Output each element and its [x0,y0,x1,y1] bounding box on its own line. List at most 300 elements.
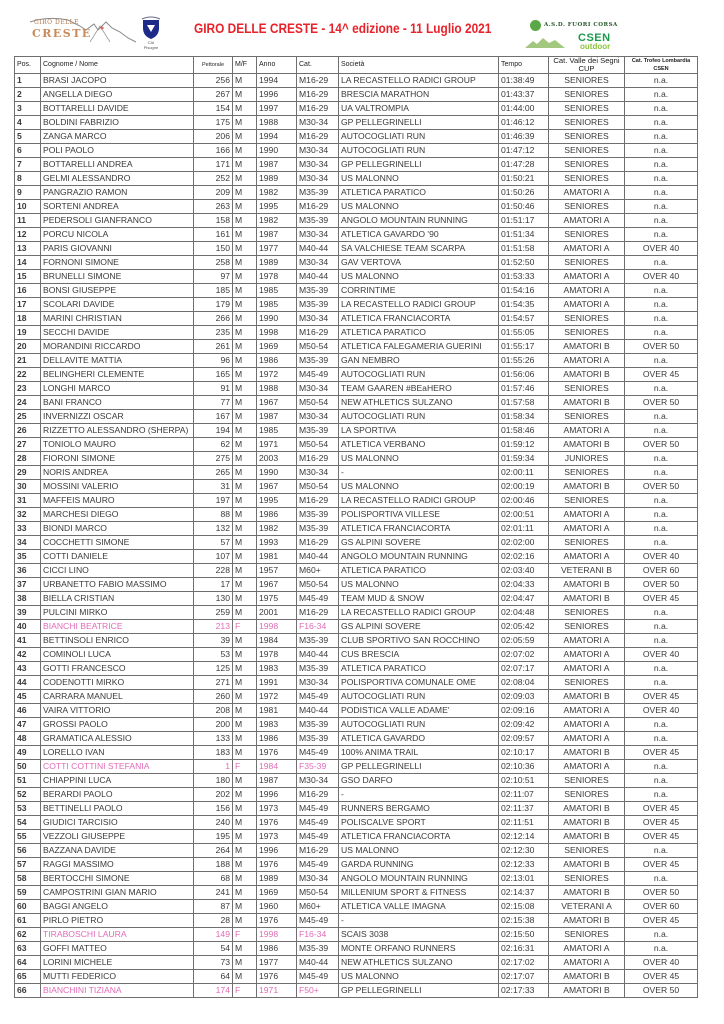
bib-cell: 261 [194,340,233,354]
name-cell: BONSI GIUSEPPE [41,284,194,298]
time-cell: 02:12:30 [499,844,549,858]
trofeo-category-cell: n.a. [625,536,698,550]
valle-category-cell: AMATORI B [549,746,625,760]
trofeo-category-cell: n.a. [625,186,698,200]
pos-cell: 16 [15,284,41,298]
table-row [15,466,698,480]
results-body [15,74,698,998]
name-cell: PULCINI MIRKO [41,606,194,620]
bib-cell: 209 [194,186,233,200]
bib-cell: 68 [194,872,233,886]
sex-cell: M [233,578,257,592]
trofeo-category-cell: n.a. [625,732,698,746]
trofeo-category-cell: n.a. [625,942,698,956]
table-row [15,564,698,578]
valle-category-cell: SENIORES [549,774,625,788]
pos-cell: 28 [15,452,41,466]
pos-cell: 66 [15,984,41,998]
club-cell: GAV VERTOVA [339,256,499,270]
bib-cell: 154 [194,102,233,116]
bib-cell: 259 [194,606,233,620]
name-cell: ANGELLA DIEGO [41,88,194,102]
name-cell: BETTINELLI PAOLO [41,802,194,816]
table-row [15,508,698,522]
col-header-pos: Pos. [15,57,41,74]
name-cell: CARRARA MANUEL [41,690,194,704]
club-cell: POLISCALVE SPORT [339,816,499,830]
table-row [15,802,698,816]
bib-cell: 175 [194,116,233,130]
pos-cell: 36 [15,564,41,578]
table-row [15,102,698,116]
name-cell: FORNONI SIMONE [41,256,194,270]
pos-cell: 64 [15,956,41,970]
category-cell: M16-29 [297,452,339,466]
trofeo-category-cell: n.a. [625,102,698,116]
club-cell: POLISPORTIVA COMUNALE OME [339,676,499,690]
category-cell: M50-54 [297,340,339,354]
year-cell: 2001 [257,606,297,620]
pos-cell: 12 [15,228,41,242]
valle-dei-segni-logo [525,36,565,48]
pos-cell: 52 [15,788,41,802]
valle-category-cell: SENIORES [549,312,625,326]
club-cell: ANGOLO MOUNTAIN RUNNING [339,872,499,886]
category-cell: M30-34 [297,774,339,788]
name-cell: PEDERSOLI GIANFRANCO [41,214,194,228]
name-cell: BIONDI MARCO [41,522,194,536]
name-cell: TONIOLO MAURO [41,438,194,452]
time-cell: 01:52:50 [499,256,549,270]
table-row [15,886,698,900]
bib-cell: 235 [194,326,233,340]
valle-category-cell: AMATORI B [549,438,625,452]
sex-cell: M [233,494,257,508]
name-cell: CAMPOSTRINI GIAN MARIO [41,886,194,900]
table-row [15,746,698,760]
club-cell: GP PELLEGRINELLI [339,116,499,130]
category-cell: M35-39 [297,354,339,368]
category-cell: M40-44 [297,550,339,564]
table-row [15,942,698,956]
time-cell: 02:00:11 [499,466,549,480]
valle-category-cell: AMATORI A [549,242,625,256]
valle-category-cell: AMATORI B [549,690,625,704]
time-cell: 02:11:37 [499,802,549,816]
trofeo-category-cell: n.a. [625,760,698,774]
pos-cell: 45 [15,690,41,704]
category-cell: M16-29 [297,788,339,802]
year-cell: 1973 [257,830,297,844]
club-cell: AUTOCOGLIATI RUN [339,690,499,704]
trofeo-category-cell: n.a. [625,788,698,802]
club-cell: GP PELLEGRINELLI [339,984,499,998]
valle-category-cell: AMATORI B [549,578,625,592]
club-cell: CLUB SPORTIVO SAN ROCCHINO [339,634,499,648]
category-cell: M30-34 [297,410,339,424]
table-row [15,872,698,886]
trofeo-category-cell: n.a. [625,606,698,620]
club-cell: GP PELLEGRINELLI [339,760,499,774]
table-row [15,676,698,690]
table-row [15,718,698,732]
year-cell: 1967 [257,480,297,494]
valle-category-cell: SENIORES [549,326,625,340]
table-row [15,368,698,382]
time-cell: 02:17:02 [499,956,549,970]
table-row [15,158,698,172]
name-cell: BAZZANA DAVIDE [41,844,194,858]
pos-cell: 9 [15,186,41,200]
club-cell: US MALONNO [339,970,499,984]
col-header-year: Anno [257,57,297,74]
trofeo-category-cell: n.a. [625,214,698,228]
name-cell: SECCHI DAVIDE [41,326,194,340]
sex-cell: M [233,144,257,158]
valle-category-cell: AMATORI A [549,718,625,732]
pos-cell: 54 [15,816,41,830]
year-cell: 1983 [257,662,297,676]
valle-category-cell: AMATORI A [549,284,625,298]
pos-cell: 57 [15,858,41,872]
cai-shield-icon [140,16,162,40]
club-cell: ATLETICA GAVARDO '90 [339,228,499,242]
club-cell: AUTOCOGLIATI RUN [339,410,499,424]
year-cell: 2003 [257,452,297,466]
bib-cell: 174 [194,984,233,998]
sex-cell: M [233,592,257,606]
name-cell: GRAMATICA ALESSIO [41,732,194,746]
club-cell: US MALONNO [339,172,499,186]
category-cell: M50-54 [297,480,339,494]
club-cell: POLISPORTIVA VILLESE [339,508,499,522]
category-cell: F16-34 [297,620,339,634]
year-cell: 1997 [257,102,297,116]
name-cell: MORANDINI RICCARDO [41,340,194,354]
pos-cell: 13 [15,242,41,256]
pos-cell: 47 [15,718,41,732]
bib-cell: 73 [194,956,233,970]
trofeo-category-cell: n.a. [625,116,698,130]
table-row [15,186,698,200]
bib-cell: 202 [194,788,233,802]
col-header-name: Cognome / Nome [41,57,194,74]
year-cell: 1984 [257,634,297,648]
table-row [15,88,698,102]
bib-cell: 252 [194,172,233,186]
bib-cell: 107 [194,550,233,564]
table-row [15,130,698,144]
pos-cell: 5 [15,130,41,144]
valle-category-cell: SENIORES [549,116,625,130]
trofeo-category-cell: n.a. [625,662,698,676]
time-cell: 01:47:12 [499,144,549,158]
category-cell: F50+ [297,984,339,998]
category-cell: M35-39 [297,942,339,956]
table-row [15,284,698,298]
club-cell: ATLETICA FRANCIACORTA [339,312,499,326]
pos-cell: 58 [15,872,41,886]
table-row [15,900,698,914]
sex-cell: M [233,970,257,984]
sex-cell: M [233,550,257,564]
time-cell: 01:46:39 [499,130,549,144]
name-cell: CHIAPPINI LUCA [41,774,194,788]
club-cell: ANGOLO MOUNTAIN RUNNING [339,214,499,228]
year-cell: 1982 [257,214,297,228]
time-cell: 02:04:47 [499,592,549,606]
time-cell: 02:08:04 [499,676,549,690]
time-cell: 02:05:59 [499,634,549,648]
club-cell: - [339,466,499,480]
trofeo-category-cell: n.a. [625,508,698,522]
name-cell: MOSSINI VALERIO [41,480,194,494]
year-cell: 1988 [257,382,297,396]
category-cell: M35-39 [297,732,339,746]
category-cell: M45-49 [297,690,339,704]
trofeo-category-cell: n.a. [625,718,698,732]
time-cell: 01:44:00 [499,102,549,116]
year-cell: 1995 [257,494,297,508]
bib-cell: 87 [194,900,233,914]
sex-cell: M [233,298,257,312]
sex-cell: M [233,914,257,928]
valle-category-cell: SENIORES [549,788,625,802]
sex-cell: M [233,116,257,130]
bib-cell: 194 [194,424,233,438]
table-row [15,928,698,942]
pos-cell: 1 [15,74,41,88]
club-cell: US MALONNO [339,200,499,214]
club-cell: AUTOCOGLIATI RUN [339,130,499,144]
sex-cell: M [233,956,257,970]
valle-category-cell: AMATORI A [549,298,625,312]
sex-cell: M [233,340,257,354]
sex-cell: M [233,242,257,256]
category-cell: M16-29 [297,74,339,88]
pos-cell: 35 [15,550,41,564]
time-cell: 02:15:38 [499,914,549,928]
trofeo-category-cell: OVER 40 [625,550,698,564]
time-cell: 02:11:51 [499,816,549,830]
sex-cell: M [233,452,257,466]
bib-cell: 77 [194,396,233,410]
bib-cell: 264 [194,844,233,858]
name-cell: BRASI JACOPO [41,74,194,88]
sex-cell: M [233,942,257,956]
year-cell: 1985 [257,298,297,312]
trofeo-category-cell: OVER 45 [625,914,698,928]
pos-cell: 56 [15,844,41,858]
category-cell: M16-29 [297,200,339,214]
name-cell: PARIS GIOVANNI [41,242,194,256]
col-header-sex: M/F [233,57,257,74]
club-cell: ATLETICA PARATICO [339,326,499,340]
trofeo-category-cell: n.a. [625,410,698,424]
name-cell: POLI PAOLO [41,144,194,158]
trofeo-category-cell: OVER 40 [625,242,698,256]
table-row [15,256,698,270]
club-cell: MILLENIUM SPORT & FITNESS [339,886,499,900]
sex-cell: M [233,662,257,676]
valle-category-cell: AMATORI B [549,914,625,928]
valle-category-cell: SENIORES [549,256,625,270]
bib-cell: 161 [194,228,233,242]
bib-cell: 62 [194,438,233,452]
year-cell: 1991 [257,676,297,690]
valle-category-cell: VETERANI B [549,564,625,578]
name-cell: BERARDI PAOLO [41,788,194,802]
time-cell: 02:02:00 [499,536,549,550]
pos-cell: 7 [15,158,41,172]
sex-cell: M [233,354,257,368]
sex-cell: M [233,830,257,844]
time-cell: 02:00:46 [499,494,549,508]
name-cell: GROSSI PAOLO [41,718,194,732]
year-cell: 1978 [257,270,297,284]
time-cell: 02:16:31 [499,942,549,956]
fuori-corsa-logo [530,20,620,32]
time-cell: 01:50:26 [499,186,549,200]
valle-category-cell: AMATORI A [549,354,625,368]
time-cell: 02:12:33 [499,858,549,872]
bib-cell: 88 [194,508,233,522]
pos-cell: 21 [15,354,41,368]
col-header-club: Società [339,57,499,74]
category-cell: M30-34 [297,256,339,270]
club-cell: ATLETICA GAVARDO [339,732,499,746]
year-cell: 1998 [257,326,297,340]
pos-cell: 40 [15,620,41,634]
table-row [15,382,698,396]
category-cell: M16-29 [297,326,339,340]
category-cell: M30-34 [297,172,339,186]
valle-category-cell: VETERANI A [549,900,625,914]
bib-cell: 197 [194,494,233,508]
category-cell: M40-44 [297,648,339,662]
sex-cell: F [233,760,257,774]
name-cell: COCCHETTI SIMONE [41,536,194,550]
valle-category-cell: SENIORES [549,102,625,116]
bib-cell: 17 [194,578,233,592]
bib-cell: 133 [194,732,233,746]
club-cell: US MALONNO [339,578,499,592]
pos-cell: 42 [15,648,41,662]
results-table [14,56,698,998]
time-cell: 01:53:33 [499,270,549,284]
club-cell: UA VALTROMPIA [339,102,499,116]
time-cell: 01:59:12 [499,438,549,452]
trofeo-category-cell: n.a. [625,74,698,88]
year-cell: 1989 [257,172,297,186]
table-row [15,172,698,186]
bib-cell: 265 [194,466,233,480]
sex-cell: F [233,928,257,942]
name-cell: COTTI DANIELE [41,550,194,564]
sex-cell: M [233,382,257,396]
sex-cell: M [233,214,257,228]
sex-cell: M [233,88,257,102]
table-row [15,410,698,424]
year-cell: 1977 [257,242,297,256]
sex-cell: M [233,200,257,214]
valle-category-cell: SENIORES [549,158,625,172]
trofeo-category-cell: OVER 50 [625,886,698,900]
time-cell: 01:54:35 [499,298,549,312]
table-row [15,634,698,648]
trofeo-category-cell: n.a. [625,200,698,214]
pos-cell: 17 [15,298,41,312]
time-cell: 01:51:34 [499,228,549,242]
club-cell: LA RECASTELLO RADICI GROUP [339,494,499,508]
valle-category-cell: AMATORI A [549,522,625,536]
sex-cell: M [233,270,257,284]
trofeo-category-cell: n.a. [625,172,698,186]
sex-cell: M [233,424,257,438]
pos-cell: 37 [15,578,41,592]
table-row [15,200,698,214]
trofeo-category-cell: OVER 45 [625,802,698,816]
year-cell: 1969 [257,340,297,354]
table-row [15,956,698,970]
category-cell: M30-34 [297,382,339,396]
club-cell: ATLETICA VERBANO [339,438,499,452]
category-cell: M45-49 [297,746,339,760]
category-cell: M45-49 [297,970,339,984]
pos-cell: 31 [15,494,41,508]
trofeo-category-cell: n.a. [625,130,698,144]
valle-category-cell: JUNIORES [549,452,625,466]
name-cell: GOTTI FRANCESCO [41,662,194,676]
valle-category-cell: AMATORI B [549,396,625,410]
category-cell: M35-39 [297,522,339,536]
club-cell: US MALONNO [339,270,499,284]
table-row [15,550,698,564]
bib-cell: 260 [194,690,233,704]
bib-cell: 166 [194,144,233,158]
time-cell: 01:56:06 [499,368,549,382]
sex-cell: M [233,802,257,816]
name-cell: BIELLA CRISTIAN [41,592,194,606]
year-cell: 1984 [257,760,297,774]
time-cell: 01:51:58 [499,242,549,256]
table-row [15,424,698,438]
valle-category-cell: AMATORI B [549,816,625,830]
club-cell: NEW ATHLETICS SULZANO [339,396,499,410]
trofeo-category-cell: OVER 40 [625,956,698,970]
valle-category-cell: AMATORI B [549,886,625,900]
table-header-row [15,57,698,74]
year-cell: 1990 [257,466,297,480]
trofeo-category-cell: n.a. [625,298,698,312]
table-row [15,452,698,466]
trofeo-category-cell: OVER 45 [625,830,698,844]
valle-category-cell: SENIORES [549,382,625,396]
sex-cell: M [233,158,257,172]
table-row [15,788,698,802]
name-cell: MAFFEIS MAURO [41,494,194,508]
year-cell: 1957 [257,564,297,578]
year-cell: 1975 [257,592,297,606]
page-header [0,0,724,56]
valle-category-cell: SENIORES [549,872,625,886]
pos-cell: 61 [15,914,41,928]
table-row [15,214,698,228]
name-cell: SORTENI ANDREA [41,200,194,214]
name-cell: BIANCHINI TIZIANA [41,984,194,998]
trofeo-category-cell: OVER 45 [625,592,698,606]
time-cell: 02:00:19 [499,480,549,494]
